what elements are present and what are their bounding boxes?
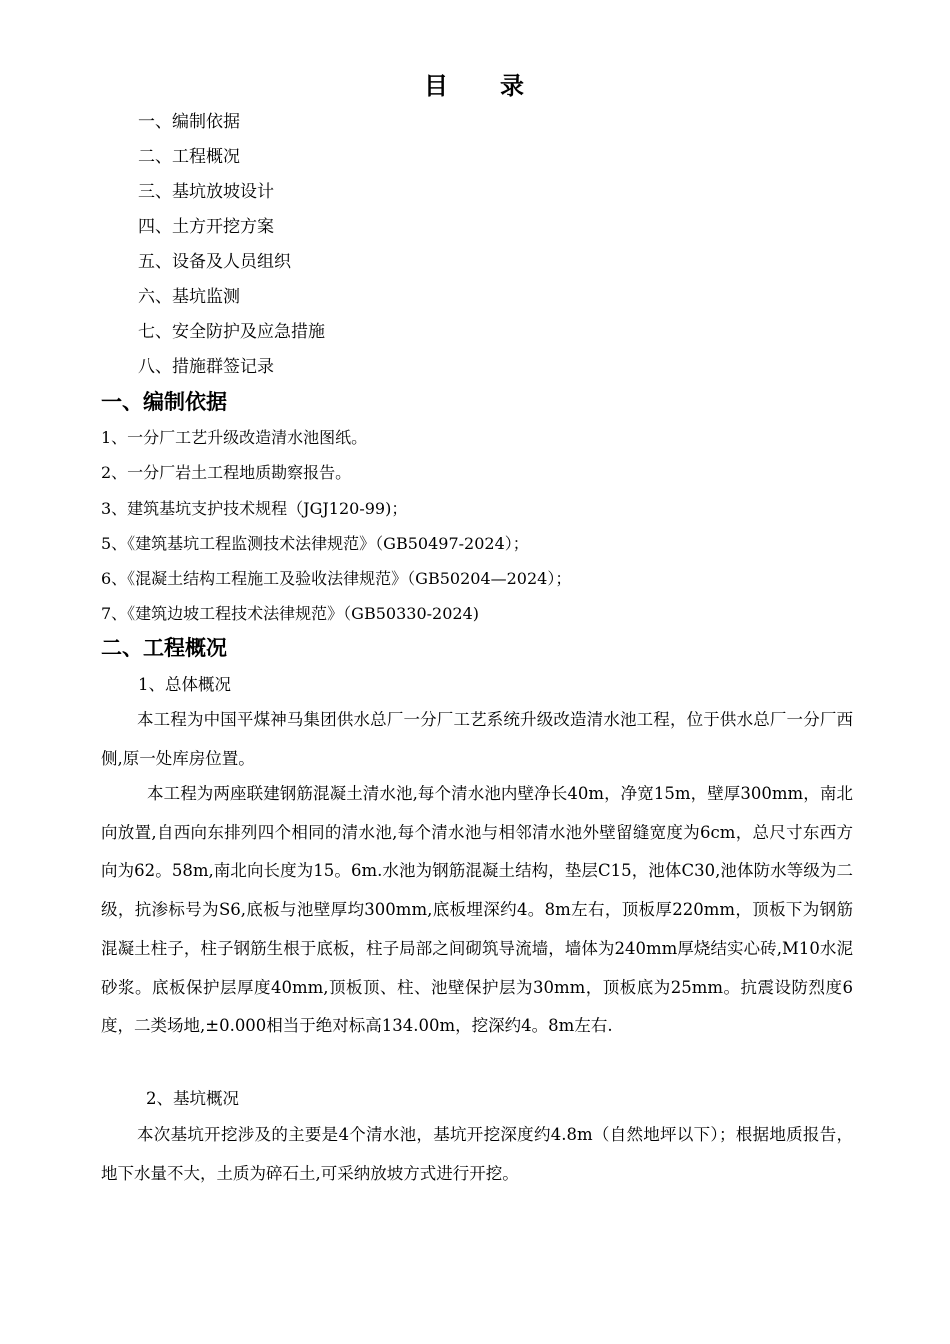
- toc-item: 二、工程概况: [138, 147, 240, 167]
- toc-item: 八、措施群签记录: [138, 357, 274, 377]
- title-char-left: 目: [424, 72, 450, 100]
- section-heading-overview: 二、工程概况: [101, 636, 227, 660]
- reference-item: 6、《混凝土结构工程施工及验收法律规范》（GB50204—2024）；: [101, 569, 572, 589]
- toc-item: 一、编制依据: [138, 112, 240, 132]
- toc-item: 七、安全防护及应急措施: [138, 322, 325, 342]
- reference-item: 2、一分厂岩土工程地质勘察报告。: [101, 463, 352, 483]
- paragraph-structure: 本工程为两座联建钢筋混凝土清水池,每个清水池内壁净长40m，净宽15m，壁厚300mm，南北向放置,自西向东排列四个相同的清水池,每个清水池与相邻清水池外壁留缝宽度为6cm，总尺寸东西方向为62。58m,南北向长度为15。6m.水池为钢筋混凝土结构，垫层C15，池体C30,池体防水等级为二级，抗渗标号为S6,底板与池壁厚均300mm,底板埋深约4。8m左右，顶板厚220mm，顶板下为钢筋混凝土柱子，柱子钢筋生根于底板，柱子局部之间砌筑导流墙，墙体为240mm厚烧结实心砖,M10水泥砂浆。底板保护层厚度40mm,顶板顶、柱、池壁保护层为30mm，顶板底为25mm。抗震设防烈度6度，二类场地,±0.000相当于绝对标高134.00m，挖深约4。8m左右.: [101, 784, 853, 1036]
- subheading-general: 1、总体概况: [138, 675, 231, 694]
- toc-item: 六、基坑监测: [138, 287, 240, 307]
- reference-list: [101, 424, 571, 636]
- toc-item: 五、设备及人员组织: [138, 252, 291, 272]
- toc-item: 三、基坑放坡设计: [138, 182, 274, 202]
- table-of-contents: [138, 108, 325, 388]
- section-heading-basis: 一、编制依据: [101, 390, 227, 414]
- reference-item: 3、建筑基坑支护技术规程（JGJ120-99)；: [101, 498, 408, 518]
- subheading-pit: 2、基坑概况: [146, 1089, 239, 1108]
- reference-item: 1、一分厂工艺升级改造清水池图纸。: [101, 428, 368, 447]
- paragraph-general: 本工程为中国平煤神马集团供水总厂一分厂工艺系统升级改造清水池工程，位于供水总厂一分厂西侧,原一处库房位置。: [101, 710, 853, 768]
- toc-item: 四、土方开挖方案: [138, 217, 274, 237]
- reference-item: 5、《建筑基坑工程监测技术法律规范》（GB50497-2024）；: [101, 533, 529, 553]
- page-title: [0, 66, 950, 101]
- title-char-right: 录: [500, 72, 526, 100]
- paragraph-pit: 本次基坑开挖涉及的主要是4个清水池，基坑开挖深度约4.8m（自然地坪以下）；根据地质报告，地下水量不大，土质为碎石土,可采纳放坡方式进行开挖。: [101, 1125, 853, 1183]
- reference-item: 7、《建筑边坡工程技术法律规范》（GB50330-2024): [101, 604, 479, 624]
